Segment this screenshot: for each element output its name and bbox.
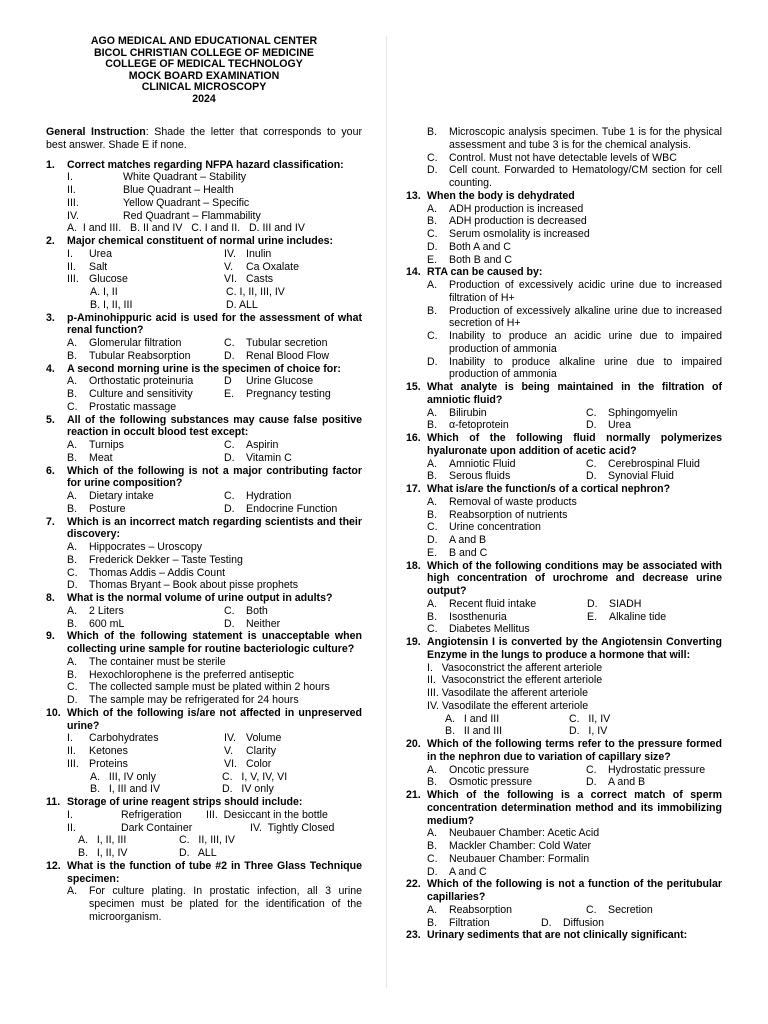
option: D. Thomas Bryant – Book about pisse prophets <box>67 579 299 592</box>
question-18: 18. Which of the following conditions may be associated with high concentration of urochrome and decrease urine output? A. Recent fluid intake D. SIADH B. Isosthenuria E. Alkaline tide C. Diabetes Mellitus <box>406 559 722 636</box>
question-text: Which of the following is a correct match of sperm concentration determination method and its immobilizing medium? <box>427 789 722 827</box>
question-text: When the body is dehydrated <box>427 189 575 202</box>
question-5: 5. All of the following substances may cause false positive reaction in occult blood test except: A. Turnips C. Aspirin B. Meat D. Vitamin C <box>46 413 362 464</box>
question-text: Which of the following conditions may be associated with high concentration of urochrome and decrease urine output? <box>427 559 722 597</box>
left-column <box>46 126 362 924</box>
exam-header <box>0 36 408 106</box>
option-row: II. Ketones V. Clarity <box>67 745 277 757</box>
option-row: A. Dietary intake C. Hydration <box>67 490 292 502</box>
question-16: 16. Which of the following fluid normally polymerizes hyaluronate upon addition of acetic acid? A. Amniotic Fluid C. Cerebrospinal Fluid B. Serous fluids D. Synovial Fluid <box>406 432 722 483</box>
list-item: II. Vasoconstrict the efferent arteriole <box>427 674 603 687</box>
option-row: A. Glomerular filtration C. Tubular secretion <box>67 337 328 349</box>
question-text: Which of the following fluid normally polymerizes hyaluronate upon addition of acetic acid? <box>427 432 722 457</box>
option: C. The collected sample must be plated within 2 hours <box>67 681 330 694</box>
question-text: A second morning urine is the specimen of choice for: <box>67 362 341 375</box>
answer-row: B. II and III D. I, IV <box>445 725 608 738</box>
question-text: Major chemical constituent of normal urine includes: <box>67 235 334 247</box>
question-text: Urinary sediments that are not clinically significant: <box>427 929 688 942</box>
option: C. Diabetes Mellitus <box>427 623 530 636</box>
answer-row: A. I, II C. I, II, III, IV <box>90 286 285 298</box>
option: C. Serum osmolality is increased <box>427 228 590 240</box>
option: D. A and B <box>427 534 487 546</box>
answer-row: A. III, IV only C. I, V, IV, VI <box>90 770 288 783</box>
question-text: p-Aminohippuric acid is used for the assessment of what renal function? <box>67 311 362 337</box>
question-10: 10. Which of the following is/are not affected in unpreserved urine? I. Carbohydrates IV. Volume II. Ketones V. Clarity III. Proteins VI. Color A. III, IV only C. I, V, IV, VI B. I, III and IV D. IV only <box>46 706 362 796</box>
option-row: B. Posture D. Endocrine Function <box>67 502 338 515</box>
question-4: 4. A second morning urine is the specimen of choice for: A. Orthostatic proteinuria D Urine Glucose B. Culture and sensitivity E. Pregnancy testing C. Prostatic massage <box>46 363 362 414</box>
header-line: MOCK BOARD EXAMINATION <box>128 69 280 82</box>
option-row: B. 600 mL D. Neither <box>67 617 281 630</box>
option: D. Cell count. Forwarded to Hematology/CM section for cell counting. <box>427 164 722 189</box>
header-line: CLINICAL MICROSCOPY <box>141 81 267 94</box>
option-row: II. Salt V. Ca Oxalate <box>67 260 299 273</box>
option-row: B. α-fetoprotein D. Urea <box>427 419 631 432</box>
option: D. Inability to produce alkaline urine due to impaired production of ammonia <box>427 355 722 381</box>
question-text: Which of the following is not a function of the peritubular capillaries? <box>427 878 722 903</box>
option: C. Inability to produce an acidic urine due to impaired production of ammonia <box>427 330 722 355</box>
question-7: 7. Which is an incorrect match regarding scientists and their discovery: A. Hippocrates – Uroscopy B. Frederick Dekker – Taste Testing C. Thomas Addis – Addis Count D. Thomas Bryant – Book about pisse prophets <box>46 515 362 592</box>
answer-choices: A. I and III. B. II and IV C. I and II. D. III and IV <box>67 222 305 235</box>
option-row: III. Glucose VI. Casts <box>67 273 274 286</box>
answer-row: A. I, II, III C. II, III, IV <box>78 834 235 847</box>
header-line: AGO MEDICAL AND EDUCATIONAL CENTER <box>90 35 318 47</box>
option-row: A. Amniotic Fluid C. Cerebrospinal Fluid <box>427 457 700 470</box>
option-row: B. Serous fluids D. Synovial Fluid <box>427 470 674 483</box>
option: A. Hippocrates – Uroscopy <box>67 541 203 553</box>
option: E. Both B and C <box>427 253 513 266</box>
option-row: A. Bilirubin C. Sphingomyelin <box>427 406 678 419</box>
option: A. Production of excessively acidic urine due to increased filtration of H+ <box>427 279 722 304</box>
question-text: What is the function of tube #2 in Three Glass Technique specimen: <box>67 859 362 885</box>
option: A. ADH production is increased <box>427 202 584 215</box>
option: B. Frederick Dekker – Taste Testing <box>67 553 243 566</box>
option: B. ADH production is decreased <box>427 215 587 228</box>
question-12: 12. What is the function of tube #2 in Three Glass Technique specimen: A. For culture plating. In prostatic infection, all 3 urine specimen must be plated for the identification of the microorganism. <box>46 859 362 923</box>
question-6: 6. Which of the following is not a major contributing factor for urine composition? A. Dietary intake C. Hydration B. Posture D. Endocrine Function <box>46 464 362 515</box>
question-23: 23. Urinary sediments that are not clinically significant: <box>406 929 722 942</box>
option: B. Reabsorption of nutrients <box>427 508 568 521</box>
column-divider <box>386 36 387 988</box>
option: C. Neubauer Chamber: Formalin <box>427 852 590 865</box>
option: A. Neubauer Chamber: Acetic Acid <box>427 827 600 840</box>
question-text: What is/are the function/s of a cortical nephron? <box>427 483 671 495</box>
question-21: 21. Which of the following is a correct match of sperm concentration determination method and its immobilizing medium? A. Neubauer Chamber: Acetic Acid B. Mackler Chamber: Cold Water C. Neubauer Chamber: Formalin D. A and C <box>406 789 722 878</box>
question-14: 14. RTA can be caused by: A. Production of excessively acidic urine due to increased filtration of H+ B. Production of excessively alkaline urine due to increased secretion of H+ C. Inability to produce an acidic urine due to impaired production of ammonia D. Inability to produce alkaline urine due to impaired production of ammonia <box>406 266 722 381</box>
option: A. The container must be sterile <box>67 655 226 668</box>
list-item: II. Blue Quadrant – Health <box>67 184 234 196</box>
question-20: 20. Which of the following terms refer to the pressure formed in the nephron due to variation of capillary size? A. Oncotic pressure C. Hydrostatic pressure B. Osmotic pressure D. A and B <box>406 738 722 789</box>
question-11: 11. Storage of urine reagent strips should include: I. Refrigeration III. Desiccant in the bottle II. Dark Container IV. Tightly Closed A. I, II, III C. II, III, IV B. I, II, IV D. ALL <box>46 796 362 860</box>
option: B. Microscopic analysis specimen. Tube 1 is for the physical assessment and tube 3 is for the chemical analysis. <box>427 126 722 151</box>
option-row: A. Recent fluid intake D. SIADH <box>427 597 642 610</box>
option: A. For culture plating. In prostatic infection, all 3 urine specimen must be plated for the identification of the microorganism. <box>67 885 362 923</box>
option-row: III. Proteins VI. Color <box>67 757 272 770</box>
option: C. Control. Must not have detectable levels of WBC <box>427 151 677 164</box>
question-text: What analyte is being maintained in the filtration of amniotic fluid? <box>427 381 722 406</box>
option-row: B. Culture and sensitivity E. Pregnancy testing <box>67 388 331 400</box>
option: E. B and C <box>427 546 488 559</box>
question-text: Angiotensin I is converted by the Angiotensin Converting Enzyme in the lungs to produce a hormone that will: <box>427 636 722 661</box>
option: D. The sample may be refrigerated for 24 hours <box>67 694 299 706</box>
question-text: Which is an incorrect match regarding scientists and their discovery: <box>67 515 362 541</box>
option-row: A. Oncotic pressure C. Hydrostatic pressure <box>427 763 706 776</box>
question-text: Which of the following statement is unacceptable when collecting urine sample for routine bacteriologic culture? <box>67 630 362 655</box>
option: B. Hexochlorophene is the preferred antiseptic <box>67 668 294 681</box>
question-15: 15. What analyte is being maintained in the filtration of amniotic fluid? A. Bilirubin C. Sphingomyelin B. α-fetoprotein D. Urea <box>406 381 722 432</box>
option: D. A and C <box>427 865 487 878</box>
option: B. Production of excessively alkaline urine due to increased secretion of H+ <box>427 304 722 330</box>
option-row: B. Filtration D. Diffusion <box>427 916 605 929</box>
option-row: B. Meat D. Vitamin C <box>67 451 292 464</box>
header-line: 2024 <box>192 92 216 105</box>
option: D. Both A and C <box>427 240 511 253</box>
option-row: II. Dark Container IV. Tightly Closed <box>67 821 335 834</box>
question-17: 17. What is/are the function/s of a cortical nephron? A. Removal of waste products B. Reabsorption of nutrients C. Urine concentration D. A and B E. B and C <box>406 483 722 560</box>
option-row: I. Carbohydrates IV. Volume <box>67 732 282 745</box>
option-row: I. Urea IV. Inulin <box>67 247 272 260</box>
list-item: I. White Quadrant – Stability <box>67 171 247 184</box>
question-3: 3. p-Aminohippuric acid is used for the assessment of what renal function? A. Glomerular filtration C. Tubular secretion B. Tubular Reabsorption D. Renal Blood Flow <box>46 311 362 362</box>
list-item: III. Yellow Quadrant – Specific <box>67 196 250 209</box>
answer-row: B. I, II, IV D. ALL <box>78 847 217 859</box>
question-19: 19. Angiotensin I is converted by the Angiotensin Converting Enzyme in the lungs to produce a hormone that will: I. Vasoconstrict the afferent arteriole II. Vasoconstrict the efferent arteriole III. Vasodilate the afferent arteriole IV. Vasodilate the efferent arteriole A. I and III C. II, IV B. II and III D. I, IV <box>406 636 722 738</box>
option-row: B. Osmotic pressure D. A and B <box>427 776 646 789</box>
option-row: A. Orthostatic proteinuria D Urine Glucose <box>67 375 314 388</box>
question-text: Which of the following terms refer to the pressure formed in the nephron due to variation of capillary size? <box>427 738 722 763</box>
option-row: I. Refrigeration III. Desiccant in the bottle <box>67 808 328 821</box>
question-text: Correct matches regarding NFPA hazard classification: <box>67 158 344 171</box>
right-column <box>406 126 722 942</box>
question-text: Which of the following is/are not affected in unpreserved urine? <box>67 706 362 732</box>
option: C. Prostatic massage <box>67 400 177 413</box>
answer-row: B. I, II, III D. ALL <box>90 298 258 311</box>
list-item: III. Vasodilate the afferent arteriole <box>427 687 588 699</box>
list-item: I. Vasoconstrict the afferent arteriole <box>427 661 603 674</box>
option: C. Urine concentration <box>427 521 541 534</box>
option-row: B. Tubular Reabsorption D. Renal Blood Flow <box>67 349 330 362</box>
option: C. Thomas Addis – Addis Count <box>67 566 226 579</box>
option-row: A. Reabsorption C. Secretion <box>427 903 653 916</box>
question-text: RTA can be caused by: <box>427 266 543 279</box>
question-9: 9. Which of the following statement is unacceptable when collecting urine sample for routine bacteriologic culture? A. The container must be sterile B. Hexochlorophene is the preferred antiseptic C. The collected sample must be plated within 2 hours D. The sample may be refrigerated for 24 hours <box>46 630 362 706</box>
question-text: What is the normal volume of urine output in adults? <box>67 592 333 604</box>
question-text: All of the following substances may cause false positive reaction in occult blood test except: <box>67 413 362 439</box>
option: A. Removal of waste products <box>427 495 577 508</box>
header-line: COLLEGE OF MEDICAL TECHNOLOGY <box>105 58 303 71</box>
list-item: IV. Red Quadrant – Flammability <box>67 209 261 222</box>
option-row: A. 2 Liters C. Both <box>67 604 268 617</box>
option-row: B. Isosthenuria E. Alkaline tide <box>427 610 667 623</box>
question-8: 8. What is the normal volume of urine output in adults? A. 2 Liters C. Both B. 600 mL D. Neither <box>46 592 362 630</box>
option-row: A. Turnips C. Aspirin <box>67 439 279 451</box>
question-22: 22. Which of the following is not a function of the peritubular capillaries? A. Reabsorption C. Secretion B. Filtration D. Diffusion <box>406 878 722 929</box>
list-item: IV. Vasodilate the efferent arteriole <box>427 699 589 712</box>
option: B. Mackler Chamber: Cold Water <box>427 840 592 852</box>
question-12-continued <box>406 126 722 190</box>
question-2: 2. Major chemical constituent of normal urine includes: I. Urea IV. Inulin II. Salt V. Ca Oxalate III. Glucose VI. Casts A. I, II C. I, II, III, IV B. I, II, III D. ALL <box>46 235 362 312</box>
question-1: 1. Correct matches regarding NFPA hazard classification: I. White Quadrant – Stability II. Blue Quadrant – Health III. Yellow Quadrant – Specific IV. Red Quadrant – Flammability A. I and III. B. II and IV C. I and II. D. III and IV <box>46 159 362 236</box>
question-text: Which of the following is not a major contributing factor for urine composition? <box>67 464 362 490</box>
question-text: Storage of urine reagent strips should include: <box>67 796 303 808</box>
answer-row: A. I and III C. II, IV <box>445 712 611 725</box>
question-13: 13. When the body is dehydrated A. ADH production is increased B. ADH production is decreased C. Serum osmolality is increased D. Both A and C E. Both B and C <box>406 190 722 267</box>
answer-row: B. I, III and IV D. IV only <box>90 783 274 796</box>
header-line: BICOL CHRISTIAN COLLEGE OF MEDICINE <box>94 46 314 59</box>
general-instruction: General Instruction: Shade the letter that corresponds to your best answer. Shade E if none. <box>46 126 362 151</box>
